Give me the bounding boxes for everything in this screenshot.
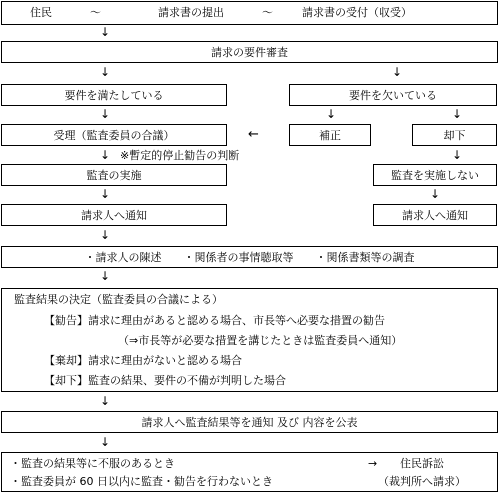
top-submit: 請求書の提出	[158, 6, 224, 19]
hearing-box	[1, 246, 498, 268]
down-arrow: ↓	[100, 228, 111, 242]
hearing-label: ・請求人の陳述 ・関係者の事情聴取等 ・関係書類等の調査	[84, 251, 415, 264]
review-label: 請求の要件審査	[211, 46, 288, 59]
top-resident: 住民	[30, 6, 52, 19]
dismissal-box	[412, 124, 497, 146]
accepted-label: 受理（監査委員の合議）	[53, 129, 175, 142]
accepted-box	[1, 124, 227, 146]
notify-left-label: 請求人へ通知	[81, 209, 147, 222]
left-arrow: ←	[248, 127, 259, 142]
lacks-box	[289, 84, 497, 106]
publish-label: 請求人へ監査結果等を通知 及び 内容を公表	[141, 416, 358, 429]
dismissal-label: 却下	[443, 129, 466, 142]
decision-recommend: 【勧告】請求に理由があると認める場合、市長等へ必要な措置の勧告	[44, 314, 385, 327]
notify-right-label: 請求人へ通知	[402, 209, 468, 222]
down-arrow: ↓	[100, 65, 111, 79]
top-tilde-2: ～	[262, 6, 273, 19]
correction-box	[289, 124, 371, 146]
publish-box	[1, 411, 498, 433]
meets-label: 要件を満たしている	[64, 89, 164, 102]
decision-title: 監査結果の決定（監査委員の合議による）	[14, 293, 223, 306]
down-arrow: ↓	[452, 107, 463, 121]
decision-dismiss: 【却下】監査の結果、要件の不備が判明した場合	[44, 374, 286, 387]
down-arrow: ↓	[452, 148, 463, 162]
meets-box	[1, 84, 227, 106]
down-arrow: ↓	[100, 148, 111, 162]
final-court: （裁判所へ請求）	[378, 475, 466, 488]
down-arrow: ↓	[100, 269, 111, 283]
final-line-1: ・監査の結果等に不服のあるとき	[10, 457, 175, 470]
notify-right-box	[373, 204, 497, 226]
final-line-2: ・監査委員が 60 日以内に監査・勧告を行わないとき	[10, 475, 273, 488]
down-arrow: ↓	[326, 107, 337, 121]
down-arrow: ↓	[430, 187, 441, 201]
top-accept: 請求書の受付（収受）	[302, 6, 412, 19]
top-tilde-1: ～	[90, 6, 101, 19]
correction-label: 補正	[319, 129, 341, 142]
down-arrow: ↓	[100, 394, 111, 408]
down-arrow: ↓	[100, 107, 111, 121]
down-arrow: ↓	[100, 187, 111, 201]
no-audit-label: 監査を実施しない	[391, 169, 479, 182]
no-audit-box	[373, 164, 497, 186]
decision-reject: 【棄却】請求に理由がないと認める場合	[44, 354, 242, 367]
final-arrow: →	[368, 457, 378, 470]
review-box	[1, 41, 498, 63]
top-box	[1, 1, 498, 25]
final-lawsuit: 住民訴訟	[400, 457, 444, 470]
down-arrow: ↓	[392, 65, 403, 79]
interim-note: ※暫定的停止勧告の判断	[120, 149, 240, 162]
lacks-label: 要件を欠いている	[349, 89, 437, 102]
down-arrow: ↓	[100, 25, 111, 39]
audit-label: 監査の実施	[86, 169, 142, 182]
down-arrow: ↓	[100, 435, 111, 449]
decision-recommend-note: （⇒市長等が必要な措置を講じたときは監査委員へ通知）	[118, 334, 403, 347]
notify-left-box	[1, 204, 227, 226]
audit-box	[1, 164, 227, 186]
